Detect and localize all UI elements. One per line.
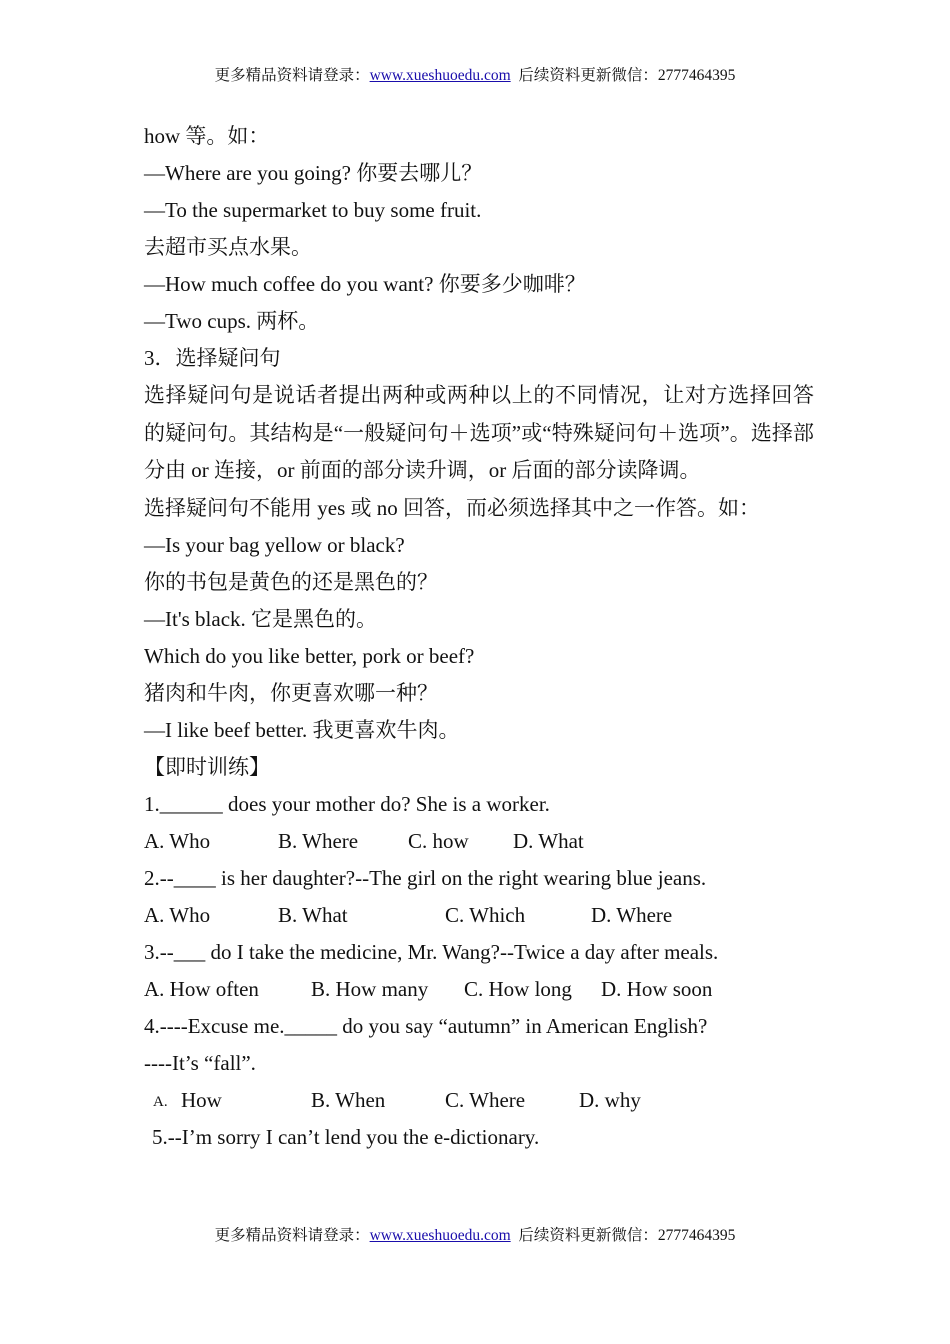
question-options	[144, 897, 814, 934]
question-options	[144, 1082, 814, 1119]
question-stem: 4.----Excuse me._____ do you say “autumn” in American English?	[144, 1013, 708, 1038]
text-line: —It's black. 它是黑色的。	[144, 606, 378, 631]
header-suffix: 后续资料更新微信：2777464395	[510, 67, 736, 84]
question-stem: 3.--___ do I take the medicine, Mr. Wang?--Twice a day after meals.	[144, 939, 719, 964]
option: C. Which	[445, 902, 526, 927]
document-body	[144, 118, 814, 1156]
option: How	[181, 1087, 222, 1112]
option: D. How soon	[601, 976, 713, 1001]
question-stem: 5.--I’m sorry I can’t lend you the e-dictionary.	[152, 1124, 540, 1149]
footer-suffix: 后续资料更新微信：2777464395	[510, 1227, 736, 1244]
text-line: Which do you like better, pork or beef?	[144, 643, 475, 668]
option: C. How long	[464, 976, 572, 1001]
text-line: 你的书包是黄色的还是黑色的？	[144, 569, 438, 594]
text-line: —How much coffee do you want? 你要多少咖啡？	[144, 272, 586, 296]
text-line: how 等。如：	[144, 124, 270, 148]
text-line: —Where are you going? 你要去哪儿？	[144, 161, 483, 185]
question-stem: 2.--____ is her daughter?--The girl on the right wearing blue jeans.	[144, 865, 707, 890]
page-footer	[0, 1226, 950, 1246]
section-heading: 3．选择疑问句	[144, 346, 281, 370]
option: B. How many	[311, 976, 429, 1001]
question-options	[144, 823, 814, 860]
option: A. Who	[144, 902, 211, 927]
paragraph: 选择疑问句是说话者提出两种或两种以上的不同情况，让对方选择回答的疑问句。其结构是“一般疑问句＋选项”或“特殊疑问句＋选项”。选择部分由 or 连接，or 前面的部分读升调，or 后面的部分读降调。	[144, 383, 814, 482]
option: C. Where	[445, 1087, 526, 1112]
question-options	[144, 971, 814, 1008]
header-prefix: 更多精品资料请登录：	[214, 67, 370, 84]
text-line: —I like beef better. 我更喜欢牛肉。	[144, 717, 460, 742]
option: B. When	[311, 1087, 386, 1112]
option: D. What	[513, 828, 584, 853]
question-stem: 1.______ does your mother do? She is a worker.	[144, 791, 550, 816]
option: D. Where	[591, 902, 673, 927]
text-line: 猪肉和牛肉，你更喜欢哪一种？	[144, 680, 438, 705]
header-link[interactable]: www.xueshuoedu.com	[369, 67, 511, 84]
text-line: —Is your bag yellow or black?	[144, 532, 405, 557]
option: A. How often	[144, 976, 259, 1001]
text-line: —Two cups. 两杯。	[144, 309, 320, 333]
text-line: —To the supermarket to buy some fruit.	[144, 198, 482, 222]
footer-prefix: 更多精品资料请登录：	[214, 1227, 370, 1244]
exercise-heading: 【即时训练】	[144, 754, 270, 779]
text-line: 去超市买点水果。	[144, 235, 312, 259]
question-answer: ----It’s “fall”.	[144, 1050, 256, 1075]
option: B. Where	[278, 828, 359, 853]
text-line: 选择疑问句不能用 yes 或 no 回答，而必须选择其中之一作答。如：	[144, 495, 760, 520]
option-letter: A.	[153, 1093, 168, 1110]
option: A. Who	[144, 828, 211, 853]
option: B. What	[278, 902, 348, 927]
option: C. how	[408, 828, 469, 853]
page-header	[0, 66, 950, 86]
option: D. why	[579, 1087, 641, 1112]
footer-link[interactable]: www.xueshuoedu.com	[369, 1227, 511, 1244]
